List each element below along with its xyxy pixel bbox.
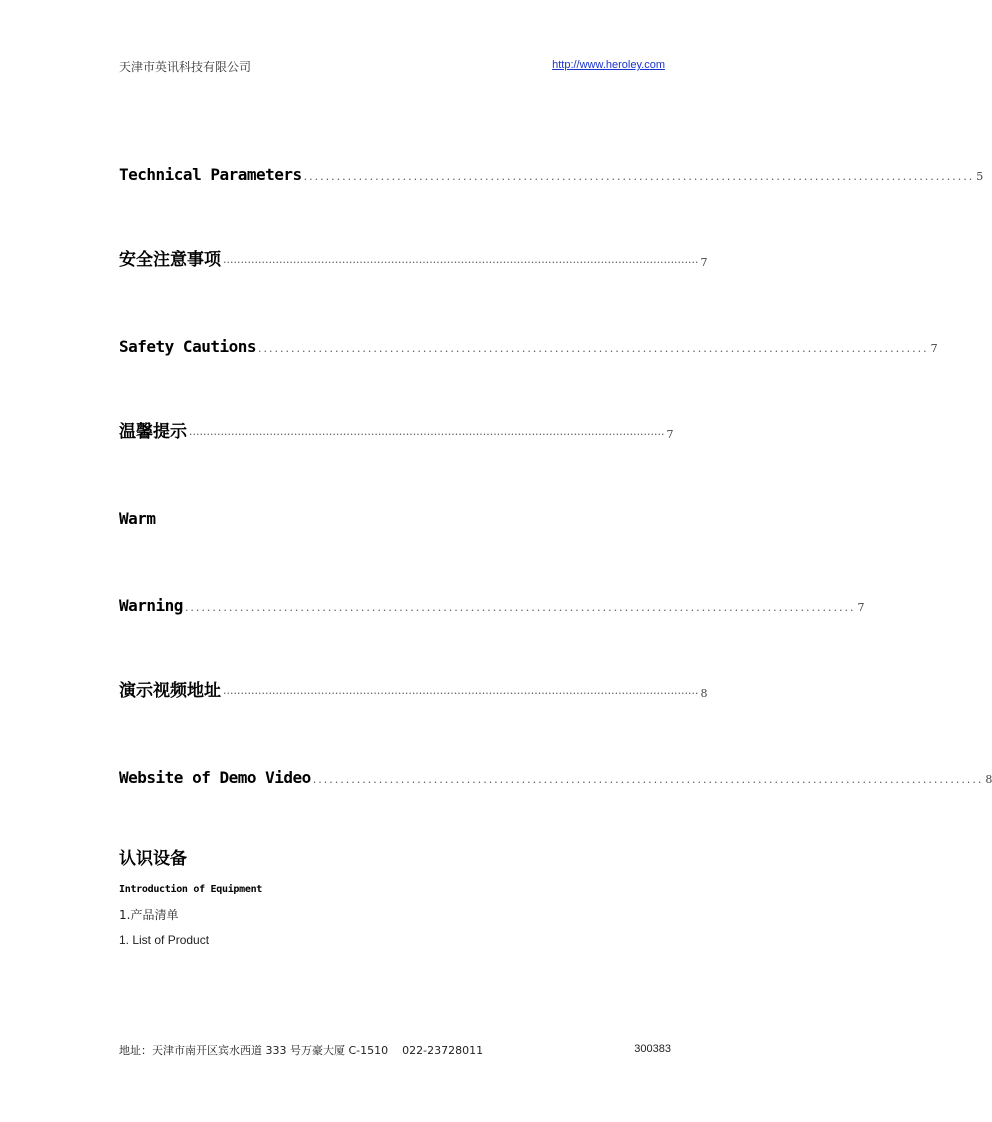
toc-leader-dots: .......................................................................................................................... — [312, 773, 984, 786]
toc-leader-dots: ········································································································································ — [223, 256, 699, 269]
toc-entry-page: 7 — [700, 256, 708, 269]
product-list-heading-cn: 1.产品清单 — [119, 908, 179, 922]
toc-entry-page: 7 — [930, 342, 938, 355]
footer-address: 地址：天津市南开区宾水西道 333 号万豪大厦 C-1510 022-23728011 — [119, 1044, 484, 1057]
toc-leader-dots: .......................................................................................................................... — [258, 342, 929, 355]
toc-leader-dots: .......................................................................................................................... — [303, 170, 975, 183]
toc-entry-demo-video-cn[interactable] — [119, 677, 708, 701]
toc-leader-dots: ········································································································································ — [223, 687, 699, 700]
toc-entry-title: Website of Demo Video — [119, 768, 311, 787]
toc-entry-title: Safety Cautions — [119, 337, 256, 356]
toc-leader-dots: .......................................................................................................................... — [184, 601, 856, 614]
toc-entry-title: 温馨提示 — [119, 422, 187, 442]
toc-entry-warm[interactable] — [119, 504, 319, 528]
toc-entry-demo-video[interactable] — [119, 763, 992, 787]
toc-entry-title: 安全注意事项 — [119, 250, 221, 270]
product-list-heading-en: 1. List of Product — [119, 933, 210, 947]
toc-entry-page: 7 — [857, 601, 865, 614]
toc-entry-warm-tips-cn[interactable] — [119, 418, 674, 442]
toc-entry-page: 8 — [700, 687, 708, 700]
toc-entry-technical-parameters[interactable] — [119, 160, 984, 184]
toc-leader-dots: ········································································································································ — [189, 428, 665, 441]
toc-entry-title: Warm — [119, 509, 156, 528]
footer-postal-code: 300383 — [634, 1043, 671, 1055]
section-subheading: Introduction of Equipment — [119, 884, 263, 895]
toc-entry-page: 5 — [976, 170, 984, 183]
toc-entry-page: 7 — [666, 428, 674, 441]
toc-entry-warning[interactable] — [119, 591, 865, 615]
toc-entry-safety-cautions[interactable] — [119, 332, 938, 356]
header-website-link[interactable]: http://www.heroley.com — [552, 59, 665, 71]
toc-entry-title: 演示视频地址 — [119, 681, 221, 701]
toc-entry-title: Technical Parameters — [119, 165, 302, 184]
toc-entry-page: 8 — [985, 773, 992, 786]
header-company-name: 天津市英讯科技有限公司 — [119, 60, 252, 74]
toc-entry-safety-cn[interactable] — [119, 246, 708, 270]
toc-entry-title: Warning — [119, 596, 183, 615]
section-heading: 认识设备 — [119, 849, 187, 869]
